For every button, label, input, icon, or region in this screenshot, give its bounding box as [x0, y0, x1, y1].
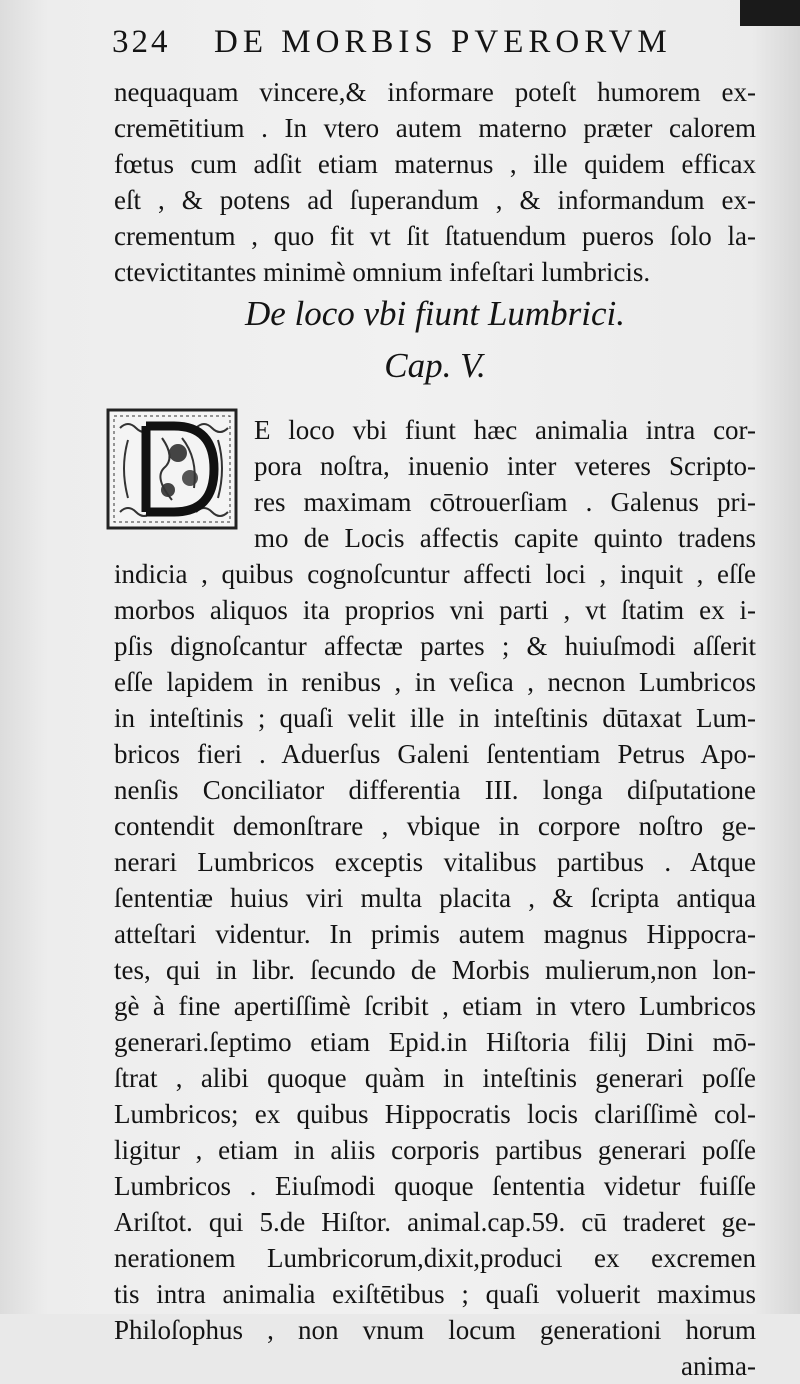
- text-line: bricos fieri . Aduerſus Galeni ſententiam Petrus Apo-: [114, 739, 756, 769]
- running-head: DE MORBIS PVERORVM: [214, 24, 672, 60]
- text-line: pora noſtra, inuenio inter veteres Scripto-: [254, 451, 756, 481]
- text-line: nerari Lumbricos exceptis vitalibus partibus . Atque: [114, 847, 756, 877]
- text-line: contendit demonſtrare , vbique in corpore noſtro ge-: [114, 811, 756, 841]
- text-line: indicia , quibus cognoſcuntur affecti loci , inquit , eſſe: [114, 559, 756, 589]
- text-line: atteſtari videntur. In primis autem magnus Hippocra-: [114, 919, 756, 949]
- text-line: nequaquam vincere,& informare poteſt humorem ex-: [114, 77, 756, 107]
- text-line: Lumbricos; ex quibus Hippocratis locis clariſſimè col-: [114, 1099, 756, 1129]
- text-line: in inteſtinis ; quaſi velit ille in inteſtinis dūtaxat Lum-: [114, 703, 756, 733]
- text-line: tis intra animalia exiſtētibus ; quaſi voluerit maximus: [114, 1279, 756, 1309]
- decorated-initial: [106, 408, 238, 530]
- text-line: nerationem Lumbricorum,dixit,produci ex excremen: [114, 1243, 756, 1273]
- main-paragraph: [114, 556, 756, 1384]
- indented-lines: [254, 412, 756, 556]
- text-line: mo de Locis affectis capite quinto tradens: [254, 523, 756, 553]
- text-line: Lumbricos . Eiuſmodi quoque ſententia videtur fuiſſe: [114, 1171, 756, 1201]
- text-line: fœtus cum adſit etiam maternus , ille quidem efficax: [114, 149, 756, 179]
- text-line: ligitur , etiam in aliis corporis partibus generari poſſe: [114, 1135, 756, 1165]
- text-line: ctevictitantes minimè omnium infeſtari lumbricis.: [114, 257, 651, 287]
- text-line: E loco vbi fiunt hæc animalia intra cor-: [254, 415, 756, 445]
- ornamental-d-icon: [106, 408, 238, 530]
- top-paragraph: [114, 74, 756, 290]
- text-line: gè à fine apertiſſimè ſcribit , etiam in vtero Lumbricos: [114, 991, 756, 1021]
- text-line: pſis dignoſcantur affectæ partes ; & huiuſmodi aſſerit: [114, 631, 756, 661]
- text-line: crementum , quo fit vt ſit ſtatuendum pueros ſolo la-: [114, 221, 756, 251]
- page-header: [112, 24, 740, 74]
- text-line: morbos aliquos ita proprios vni parti , vt ſtatim ex i-: [114, 595, 756, 625]
- chapter-heading: [114, 288, 756, 392]
- text-line: Philoſophus , non vnum locum generationi horum: [114, 1315, 756, 1345]
- text-line: ſtrat , alibi quoque quàm in inteſtinis generari poſſe: [114, 1063, 756, 1093]
- text-line: nenſis Conciliator differentia III. longa diſputatione: [114, 775, 756, 805]
- text-line: eſſe lapidem in renibus , in veſica , necnon Lumbricos: [114, 667, 756, 697]
- chapter-number: Cap. V.: [384, 346, 486, 385]
- text-line: ſententiæ huius viri multa placita , & ſcripta antiqua: [114, 883, 756, 913]
- text-line: Ariſtot. qui 5.de Hiſtor. animal.cap.59. cū traderet ge-: [114, 1207, 756, 1237]
- text-line: cremētitium . In vtero autem materno præter calorem: [114, 113, 756, 143]
- text-line: res maximam cōtrouerſiam . Galenus pri-: [254, 487, 756, 517]
- text-line: eſt , & potens ad ſuperandum , & informandum ex-: [114, 185, 756, 215]
- text-line: generari.ſeptimo etiam Epid.in Hiſtoria filij Dini mō-: [114, 1027, 756, 1057]
- text-line: tes, qui in libr. ſecundo de Morbis mulierum,non lon-: [114, 955, 756, 985]
- chapter-title: De loco vbi fiunt Lumbrici.: [244, 294, 626, 333]
- page-number: 324: [112, 24, 171, 60]
- catchword: anima-: [681, 1351, 756, 1381]
